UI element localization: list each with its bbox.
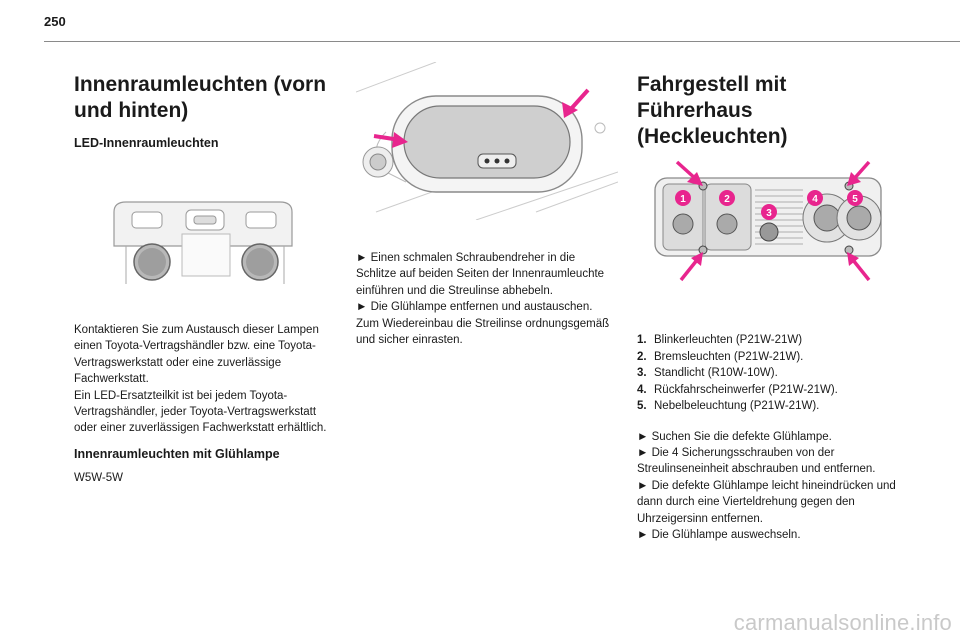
figure-label-3: 3 [766, 208, 772, 219]
subtitle-bulb-lights: Innenraumleuchten mit Glühlampe [74, 446, 280, 461]
bulb-type: W5W-5W [74, 471, 123, 484]
step-replace-bulb: ► Die Glühlampe entfernen und austauschen. [356, 301, 593, 314]
left-column [74, 60, 336, 486]
step-change-bulb: ► Die Glühlampe auswechseln. [637, 528, 801, 541]
step-insert-screwdriver: ► Einen schmalen Schraubendreher in die Schlitze auf beiden Seiten der Innenraumleuchte einführen und die Streulinse abhebeln. [356, 252, 605, 297]
list-item: 5. Nebelbeleuchtung (P21W-21W). [637, 400, 820, 412]
led-interior-light-illustration [74, 194, 336, 306]
header-rule [44, 41, 960, 42]
subtitle-led-lights: LED-Innenraumleuchten [74, 136, 219, 150]
page-number: 250 [44, 14, 66, 29]
paragraph-contact-dealer: Kontaktieren Sie zum Austausch dieser Lampen einen Toyota-Vertragshändler bzw. eine Toyota-Vertragswerkstatt oder eine zuverlässige Fachwerkstatt. [74, 324, 319, 386]
step-remove-screws: ► Die 4 Sicherungsschrauben von der Streulinseneinheit abschrauben und entfernen. [637, 446, 876, 476]
lamp-list [637, 332, 899, 415]
list-item: 1. Blinkerleuchten (P21W-21W) [637, 334, 803, 346]
step-find-bulb: ► Suchen Sie die defekte Glühlampe. [637, 430, 832, 443]
lens-removal-illustration [356, 62, 618, 220]
figure-label-2: 2 [724, 194, 730, 205]
right-column [637, 60, 899, 543]
list-item: 2. Bremsleuchten (P21W-21W). [637, 350, 804, 363]
section-title-chassis-cab: Fahrgestell mit Führerhaus (Heckleuchten) [637, 73, 788, 148]
figure-label-4: 4 [812, 194, 818, 205]
figure-label-1: 1 [680, 194, 686, 205]
paragraph-led-kit: Ein LED-Ersatzteilkit ist bei jedem Toyota-Vertragshändler, jeder Toyota-Vertragswerkstatt oder einer zuverlässigen Fachwerkstatt erhältlich. [74, 389, 327, 435]
replacement-steps [637, 429, 899, 544]
step-reinstall-lens: Zum Wiedereinbau die Streilinse ordnungsgemäß und sicher einrasten. [356, 317, 610, 347]
figure-label-5: 5 [852, 194, 858, 205]
rear-light-cluster-illustration [637, 156, 899, 286]
list-item: 4. Rückfahrscheinwerfer (P21W-21W). [637, 383, 838, 396]
middle-column [356, 62, 618, 348]
section-title-interior-lights: Innenraumleuchten (vorn und hinten) [74, 73, 327, 122]
list-item: 3. Standlicht (R10W-10W). [637, 367, 778, 379]
watermark: carmanualsonline.info [733, 610, 952, 635]
step-remove-bulb: ► Die defekte Glühlampe leicht hineindrücken und dann durch eine Vierteldrehung gegen den Uhrzeigersinn entfernen. [637, 479, 896, 525]
